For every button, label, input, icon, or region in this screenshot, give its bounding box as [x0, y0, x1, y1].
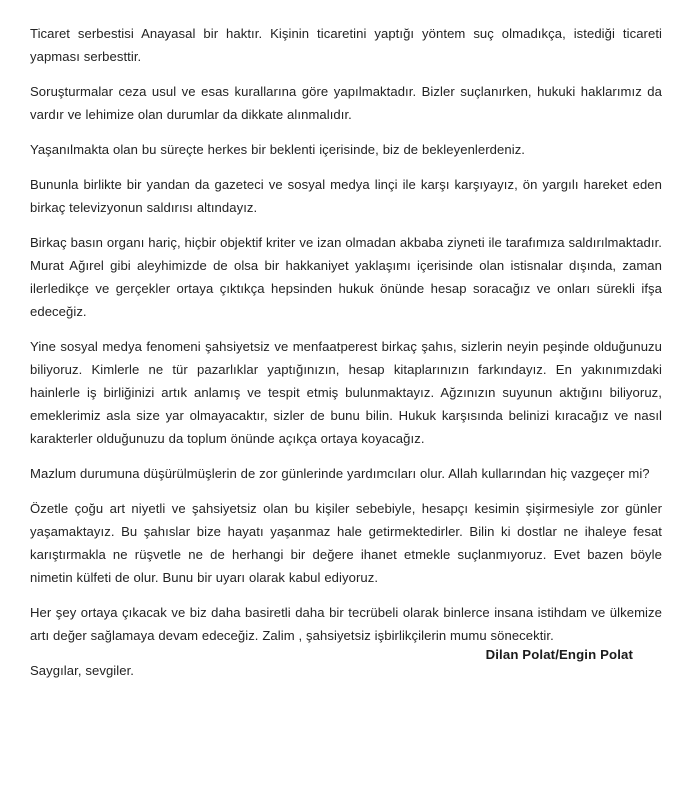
signature-name: Dilan Polat/Engin Polat	[485, 647, 633, 662]
paragraph-3: Yaşanılmakta olan bu süreçte herkes bir beklenti içerisinde, biz de bekleyenlerdeniz.	[30, 142, 526, 157]
signature-block	[30, 645, 633, 665]
paragraph-5: Birkaç basın organı hariç, hiçbir objektif kriter ve izan olmadan akbaba ziyneti ile tarafımıza saldırılmaktadır. Murat Ağırel gibi aleyhimizde de olsa bir hakkaniyet yaklaşımı içerisinde olan istisnalar dışında, zaman ilerledikçe ve gerçekler ortaya çıktıkça hepsinden hukuk önünde hesap soracağız ve onları sürekli ifşa edeceğiz.	[30, 235, 662, 319]
paragraph-8: Özetle çoğu art niyetli ve şahsiyetsiz olan bu kişiler sebebiyle, hesapçı kesimin şişirmesiyle zor günler yaşamaktayız. Bu şahıslar bize hayatı yaşanmaz hale getirmektedirler. Bilin ki dostlar ne ihaleye fesat karıştırmakla ne rüşvetle ne de herhangi bir değere ihanet etmekle suçlanmıyoruz. Evet bazen böyle nimetin külfeti de olur. Bunu bir uyarı olarak kabul ediyoruz.	[30, 501, 662, 585]
paragraph-6: Yine sosyal medya fenomeni şahsiyetsiz ve menfaatperest birkaç şahıs, sizlerin neyin peşinde olduğunuzu biliyoruz. Kimlerle ne tür pazarlıklar yaptığınızın, hesap kitaplarınızın farkındayız. En yakınımızdaki hainlerle iş birliğinizi artık anlamış ve tespit etmiş bulunmaktayız. Ağzınızın suyunun aktığını biliyoruz, emeklerimiz asla size yar olmayacaktır, sizler de bunu bilin. Hukuk karşısında belinizi kıracağız ve nasıl karakterler olduğunuzu da toplum önünde açıkça ortaya koyacağız.	[30, 339, 662, 446]
paragraph-9: Her şey ortaya çıkacak ve biz daha basiretli daha bir tecrübeli olarak binlerce insana istihdam ve ülkemize artı değer sağlamaya devam edeceğiz. Zalim , şahsiyetsiz işbirlikçilerin mumu sönecektir.	[30, 605, 662, 643]
document-body	[30, 22, 662, 682]
paragraph-4: Bununla birlikte bir yandan da gazeteci ve sosyal medya linçi ile karşı karşıyayız, ön yargılı hareket eden birkaç televizyonun saldırısı altındayız.	[30, 177, 662, 215]
paragraph-closing-greeting: Saygılar, sevgiler.	[30, 663, 134, 678]
paragraph-7: Mazlum durumuna düşürülmüşlerin de zor günlerinde yardımcıları olur. Allah kullarından hiç vazgeçer mi?	[30, 466, 650, 481]
paragraph-2: Soruşturmalar ceza usul ve esas kurallarına göre yapılmaktadır. Bizler suçlanırken, hukuki haklarımız da vardır ve lehimize olan durumlar da dikkate alınmalıdır.	[30, 84, 662, 122]
paragraph-1: Ticaret serbestisi Anayasal bir haktır. Kişinin ticaretini yaptığı yöntem suç olmadıkça, istediği ticareti yapması serbesttir.	[30, 26, 662, 64]
